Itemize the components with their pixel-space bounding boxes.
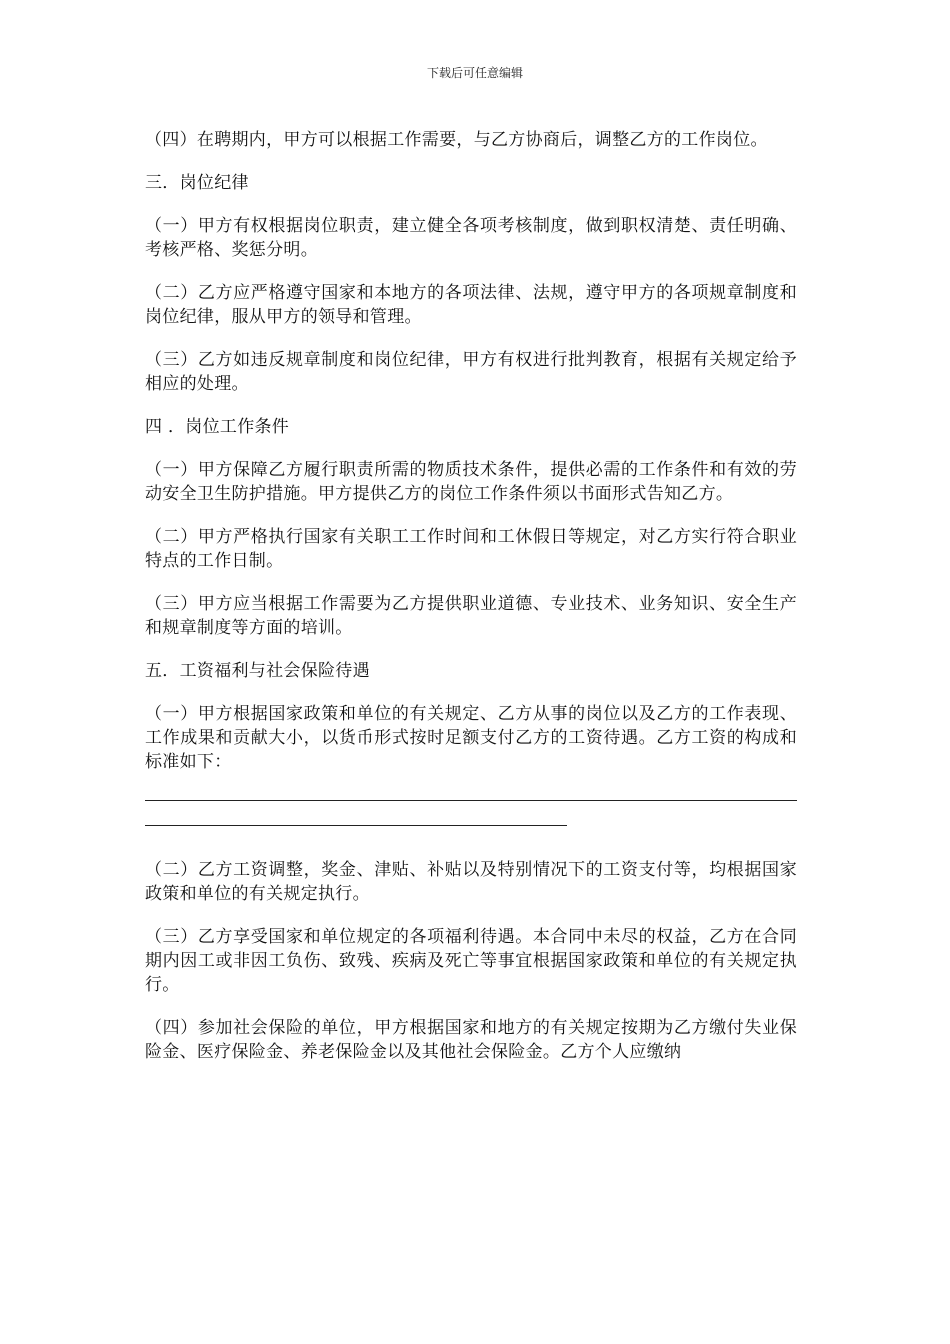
clause-3-2: （二）乙方应严格遵守国家和本地方的各项法律、法规，遵守甲方的各项规章制度和岗位纪律，服从甲方的领导和管理。 — [145, 283, 797, 327]
fill-in-line[interactable] — [145, 825, 567, 826]
fill-in-line[interactable] — [145, 800, 797, 801]
document-body — [145, 128, 797, 1083]
page-header-note: 下载后可任意编辑 — [426, 66, 523, 80]
clause-5-4: （四）参加社会保险的单位，甲方根据国家和地方的有关规定按期为乙方缴付失业保险金、医疗保险金、养老保险金以及其他社会保险金。乙方个人应缴纳 — [145, 1018, 797, 1062]
clause-5-1: （一）甲方根据国家政策和单位的有关规定、乙方从事的岗位以及乙方的工作表现、工作成果和贡献大小，以货币形式按时足额支付乙方的工资待遇。乙方工资的构成和标准如下： — [145, 704, 797, 772]
clause-3-1: （一）甲方有权根据岗位职责，建立健全各项考核制度，做到职权清楚、责任明确、考核严格、奖惩分明。 — [145, 216, 797, 260]
section-heading-5: 五．工资福利与社会保险待遇 — [145, 661, 370, 681]
clause-5-3: （三）乙方享受国家和单位规定的各项福利待遇。本合同中未尽的权益，乙方在合同期内因工或非因工负伤、致残、疾病及死亡等事宜根据国家政策和单位的有关规定执行。 — [145, 927, 797, 995]
clause-4-1: （一）甲方保障乙方履行职责所需的物质技术条件，提供必需的工作条件和有效的劳动安全卫生防护措施。甲方提供乙方的岗位工作条件须以书面形式告知乙方。 — [145, 460, 797, 504]
section-heading-3: 三．岗位纪律 — [145, 173, 249, 193]
clause-4-2: （二）甲方严格执行国家有关职工工作时间和工休假日等规定，对乙方实行符合职业特点的工作日制。 — [145, 527, 797, 571]
clause-4-3: （三）甲方应当根据工作需要为乙方提供职业道德、专业技术、业务知识、安全生产和规章制度等方面的培训。 — [145, 594, 797, 638]
clause-2-4: （四）在聘期内，甲方可以根据工作需要，与乙方协商后，调整乙方的工作岗位。 — [145, 130, 768, 150]
section-heading-4: 四 ．岗位工作条件 — [145, 417, 290, 437]
clause-5-2: （二）乙方工资调整，奖金、津贴、补贴以及特别情况下的工资支付等，均根据国家政策和单位的有关规定执行。 — [145, 860, 797, 904]
clause-3-3: （三）乙方如违反规章制度和岗位纪律，甲方有权进行批判教育，根据有关规定给予相应的处理。 — [145, 350, 797, 394]
salary-fill-in-blank[interactable] — [145, 800, 797, 826]
